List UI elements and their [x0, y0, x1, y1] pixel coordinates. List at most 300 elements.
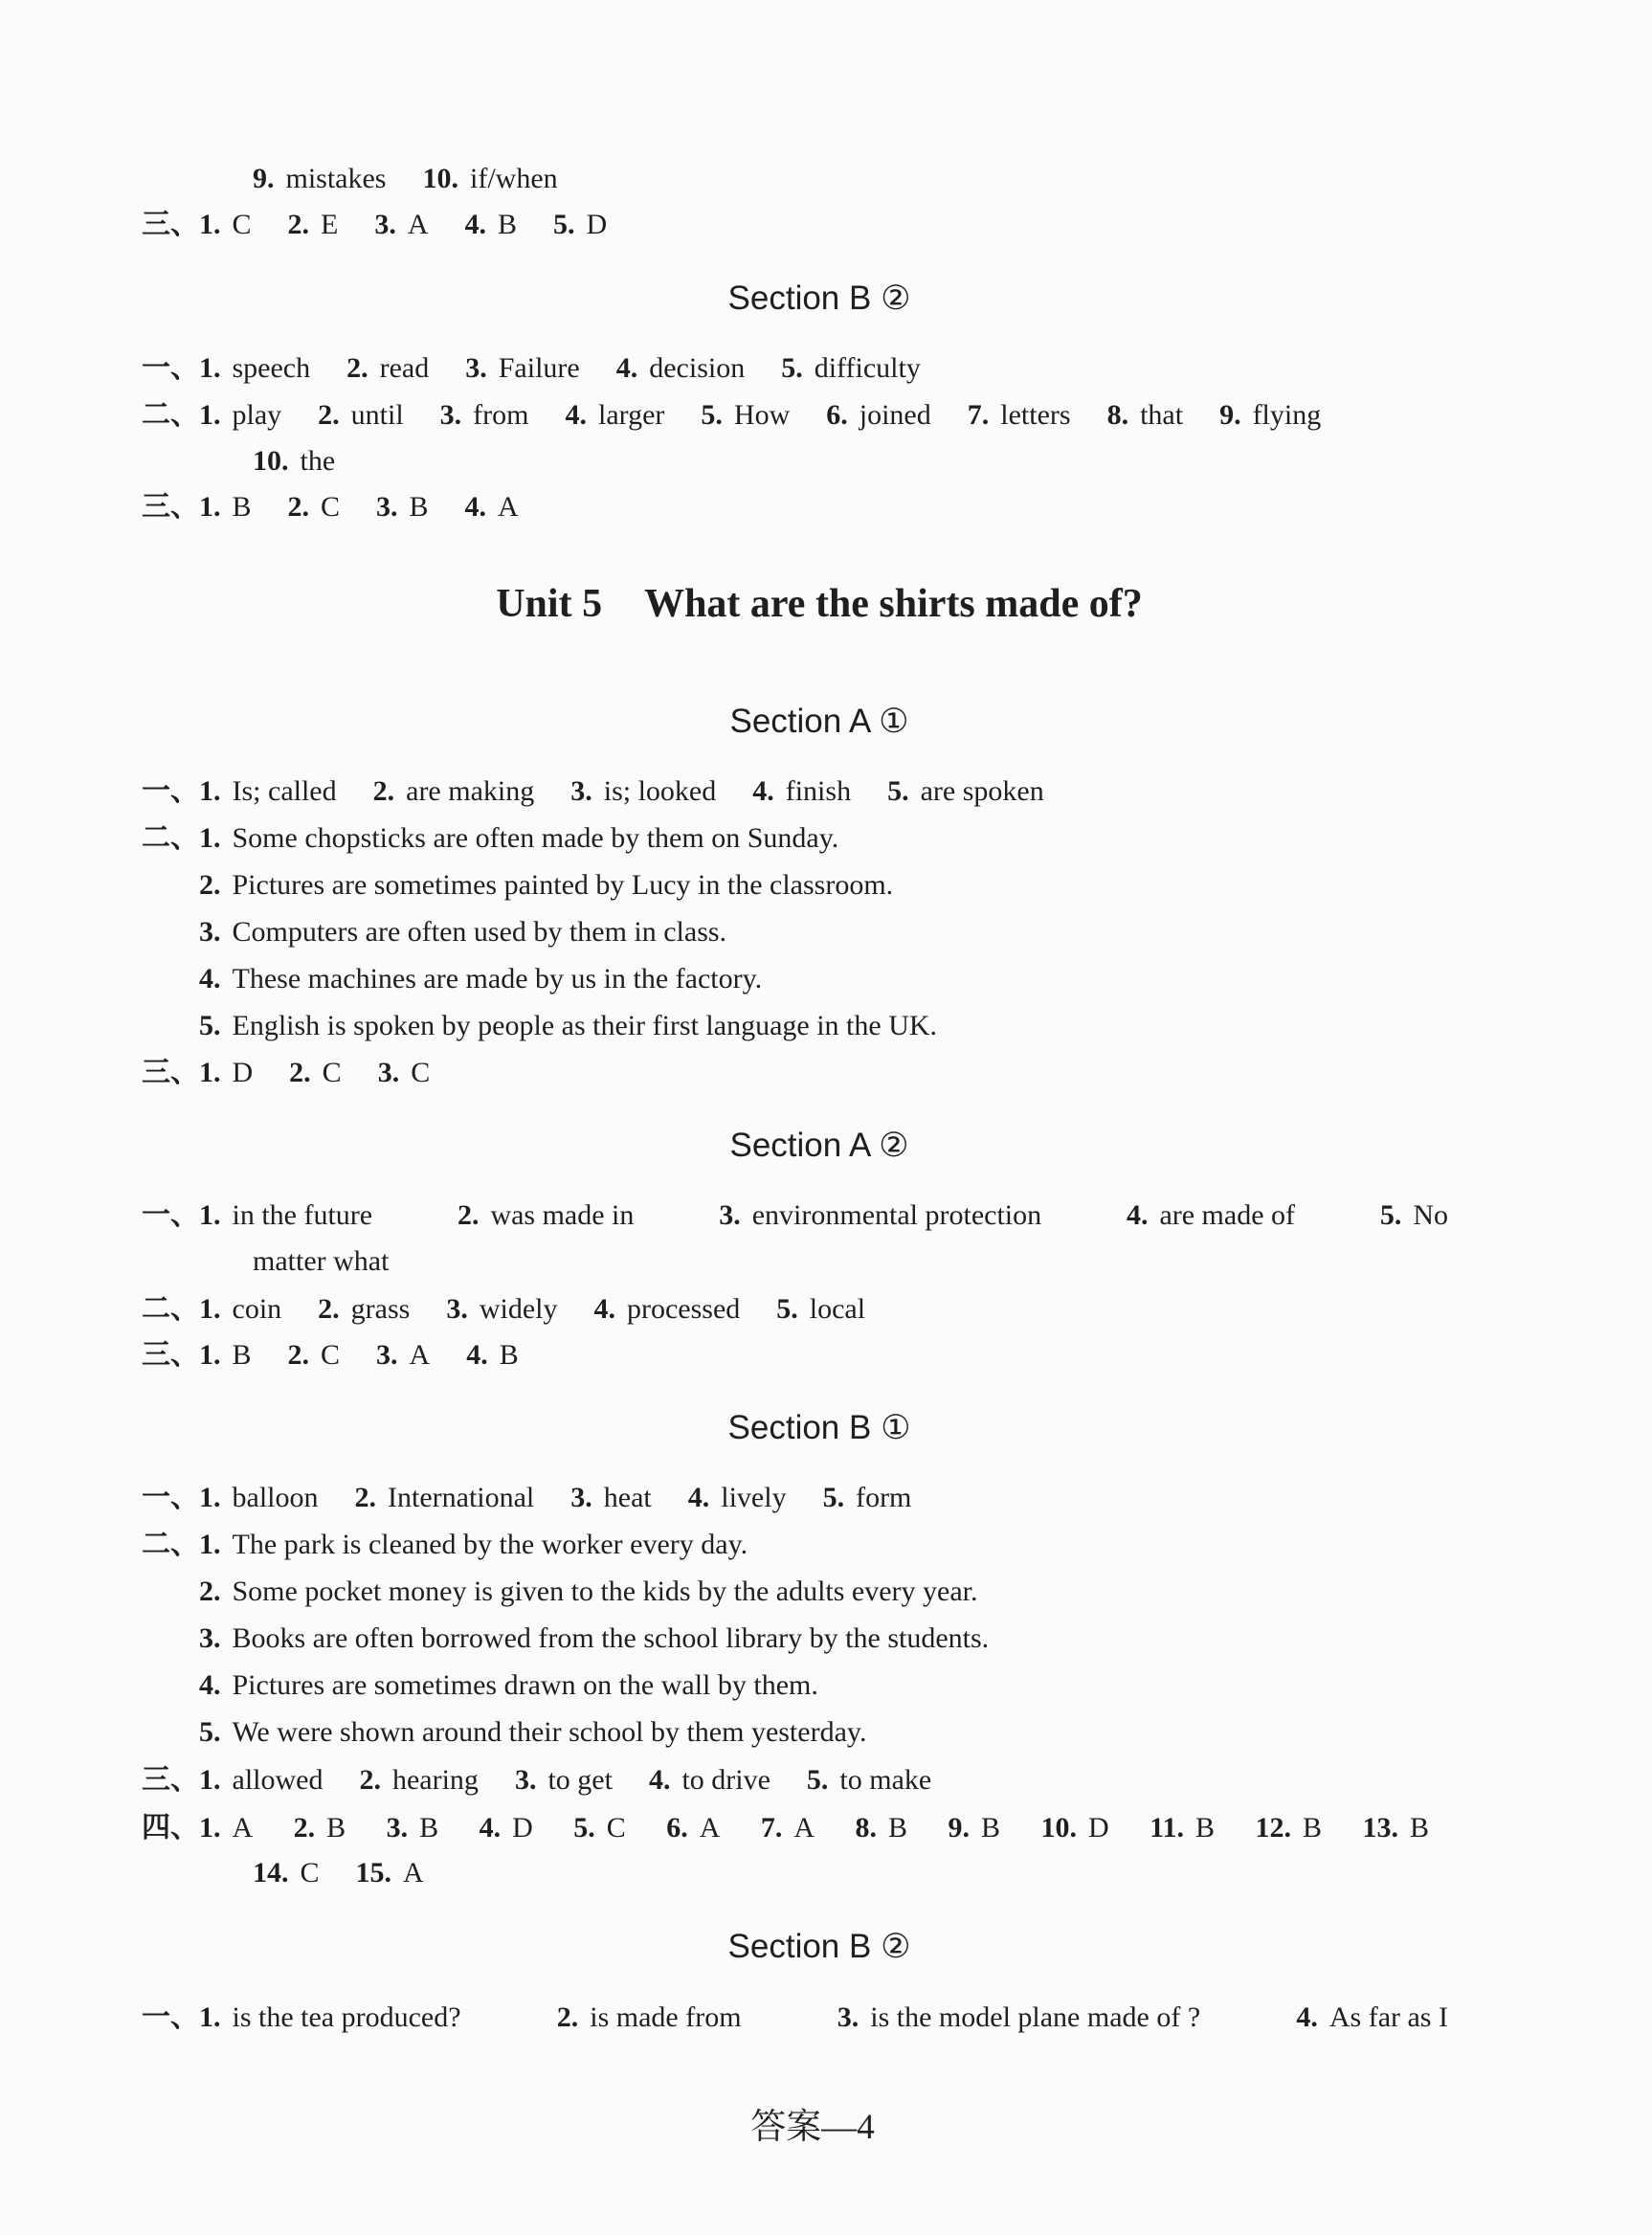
item-answer: hearing: [391, 1764, 479, 1796]
answer-sentence: [199, 1713, 866, 1752]
item-answer: D: [512, 1812, 533, 1844]
answer-item: [1296, 1999, 1448, 2037]
item-number: 5.: [553, 209, 575, 240]
answer-item: [458, 1196, 634, 1235]
answer-item: [949, 1809, 1001, 1847]
item-answer: play: [232, 399, 282, 431]
answer-item: [359, 1764, 478, 1796]
answer-item: [557, 1999, 742, 2037]
item-number: 4.: [199, 963, 221, 995]
item-number: 5.: [573, 1812, 595, 1844]
answer-item: [776, 1293, 865, 1325]
answer-item: [199, 1482, 319, 1513]
answer-item: [570, 1482, 651, 1513]
item-number: 1.: [199, 491, 221, 523]
item-answer: balloon: [232, 1482, 319, 1513]
item-number: 3.: [376, 1339, 398, 1371]
answer-item: [376, 491, 429, 523]
page-footer: 答案—4: [750, 2108, 875, 2147]
item-answer: C: [411, 1057, 431, 1088]
answer-item: [887, 775, 1044, 807]
item-answer: C: [321, 491, 341, 523]
item-number: 5.: [822, 1482, 845, 1513]
item-answer: C: [321, 1339, 341, 1371]
question-group-label: 二、: [142, 398, 199, 432]
item-number: 1.: [199, 399, 221, 431]
item-number: 3.: [377, 1057, 400, 1088]
item-answer: B: [499, 1339, 519, 1371]
item-answer: B: [981, 1812, 1001, 1844]
item-number: 2.: [199, 1576, 221, 1607]
answer-item: [199, 1764, 323, 1796]
answer-item: [480, 1809, 533, 1847]
item-number: 2.: [199, 869, 221, 901]
answer-item: [761, 1809, 815, 1847]
answer-item: [1219, 399, 1321, 431]
answer-line: [142, 349, 921, 388]
item-answer: Is; called: [232, 775, 337, 807]
item-number: 10.: [1040, 1812, 1077, 1844]
item-answer: decision: [649, 352, 746, 384]
item-answer: processed: [626, 1293, 741, 1325]
item-number: 3.: [719, 1199, 741, 1231]
answer-item: [1255, 1809, 1322, 1847]
answer-item: [253, 163, 387, 194]
item-answer: C: [322, 1057, 342, 1088]
answer-item: [593, 1293, 740, 1325]
item-answer: B: [498, 209, 518, 240]
answer-item: [1127, 1196, 1295, 1235]
answer-item: [616, 352, 745, 384]
item-answer: B: [232, 1339, 252, 1371]
item-answer: B: [1194, 1812, 1215, 1844]
item-number: 4.: [1126, 1199, 1149, 1231]
item-number: 3.: [199, 1622, 221, 1654]
answer-item: [446, 1293, 557, 1325]
item-answer: was made in: [490, 1199, 635, 1231]
answer-item: [752, 775, 851, 807]
item-answer: Computers are often used by them in class.: [232, 916, 727, 948]
answer-line: [142, 1336, 519, 1375]
item-answer: if/when: [470, 163, 558, 194]
answer-item: [253, 1857, 320, 1889]
item-answer: the: [300, 445, 336, 477]
item-answer: allowed: [232, 1764, 324, 1796]
item-number: 8.: [1106, 399, 1129, 431]
answer-item: [823, 1482, 912, 1513]
item-answer: coin: [232, 1293, 282, 1325]
item-number: 3.: [386, 1812, 409, 1844]
item-answer: difficulty: [814, 352, 921, 384]
question-group-label: 二、: [142, 1528, 199, 1561]
item-number: 1.: [199, 1293, 221, 1325]
item-number: 5.: [701, 399, 723, 431]
item-answer: Books are often borrowed from the school library by the students.: [232, 1622, 990, 1654]
item-answer: read: [379, 352, 430, 384]
item-answer: Failure: [498, 352, 580, 384]
item-answer: widely: [479, 1293, 558, 1325]
item-answer: from: [473, 399, 529, 431]
answer-item: [346, 352, 429, 384]
section-title: Section B ①: [727, 1409, 911, 1446]
answer-line: [253, 1854, 424, 1892]
item-number: 8.: [855, 1812, 878, 1844]
item-number: 1.: [199, 352, 221, 384]
item-number: 3.: [374, 209, 396, 240]
item-number: 2.: [354, 1482, 376, 1513]
answer-item: [199, 491, 252, 523]
item-answer: to drive: [681, 1764, 770, 1796]
section-title: Section A ②: [729, 1127, 909, 1164]
question-group-label: 二、: [142, 1292, 199, 1326]
answer-item: [199, 1196, 372, 1235]
item-number: 2.: [289, 1057, 311, 1088]
answer-item: [199, 1339, 252, 1371]
answer-sentence: [199, 913, 726, 951]
item-number: 4.: [464, 209, 487, 240]
item-number: 6.: [666, 1812, 688, 1844]
item-number: 9.: [948, 1812, 970, 1844]
answer-item: [573, 1809, 626, 1847]
answer-item: [318, 399, 404, 431]
item-number: 5.: [806, 1764, 829, 1796]
item-answer: A: [793, 1812, 815, 1844]
item-number: 1.: [199, 1482, 221, 1513]
answer-line: [142, 1054, 431, 1092]
item-answer: A: [409, 1339, 431, 1371]
item-answer: A: [232, 1812, 254, 1844]
item-number: 3.: [199, 916, 221, 948]
answer-item: [649, 1764, 770, 1796]
answer-line: [142, 1196, 1448, 1235]
item-number: 3.: [376, 491, 398, 523]
answer-sentence: [199, 1573, 978, 1611]
answer-item: [288, 1339, 341, 1371]
question-group-label: 三、: [142, 1763, 199, 1797]
answer-line: [142, 206, 608, 244]
item-number: 1.: [199, 1057, 221, 1088]
answer-line: [253, 160, 558, 198]
answer-item: [288, 491, 341, 523]
answer-line: [142, 488, 519, 526]
item-number: 4.: [466, 1339, 488, 1371]
answer-sentence: [199, 1007, 937, 1045]
item-number: 4.: [1296, 2001, 1318, 2033]
answer-item: [465, 491, 519, 523]
answer-item: [807, 1764, 931, 1796]
answer-item: [968, 399, 1071, 431]
item-number: 13.: [1362, 1812, 1398, 1844]
item-answer: Pictures are sometimes painted by Lucy in the classroom.: [232, 869, 894, 901]
answer-line: [142, 772, 1044, 811]
item-number: 15.: [355, 1857, 392, 1889]
answer-item: [856, 1809, 908, 1847]
answer-item: [253, 445, 335, 477]
question-group-label: 一、: [142, 351, 199, 385]
item-answer: is; looked: [603, 775, 717, 807]
item-number: 9.: [253, 163, 275, 194]
item-answer: are making: [406, 775, 535, 807]
question-group-label: 二、: [142, 821, 199, 855]
answer-line: [142, 1479, 912, 1517]
item-answer: joined: [859, 399, 931, 431]
item-answer: lively: [721, 1482, 787, 1513]
answer-item: [199, 775, 337, 807]
item-number: 1.: [199, 1764, 221, 1796]
item-number: 3.: [570, 775, 592, 807]
question-group-label: 三、: [142, 1338, 199, 1372]
answer-item: [666, 1809, 720, 1847]
answer-item: [199, 352, 310, 384]
question-group-label: 四、: [142, 1811, 199, 1844]
answer-item: [356, 1857, 424, 1889]
answer-item: [1040, 1809, 1108, 1847]
answer-line: [142, 1999, 1448, 2037]
item-answer: E: [321, 209, 339, 240]
item-answer: is the tea produced?: [232, 2001, 461, 2033]
item-number: 4.: [199, 1669, 221, 1701]
item-answer: D: [1087, 1812, 1109, 1844]
item-answer: We were shown around their school by them yesterday.: [232, 1716, 867, 1748]
item-answer: Some chopsticks are often made by them on Sunday.: [232, 822, 839, 854]
item-answer: No: [1413, 1199, 1448, 1231]
item-number: 9.: [1219, 399, 1241, 431]
answer-item: [1107, 399, 1184, 431]
item-answer: B: [1302, 1812, 1322, 1844]
item-answer: B: [326, 1812, 346, 1844]
answer-item: [553, 209, 607, 240]
answer-item: [318, 1293, 410, 1325]
answer-item: [378, 1057, 431, 1088]
item-answer: are spoken: [920, 775, 1044, 807]
answer-sentence: [199, 866, 893, 905]
answer-item: [376, 1339, 430, 1371]
item-number: 1.: [199, 1339, 221, 1371]
item-number: 5.: [1379, 1199, 1402, 1231]
answer-item: [837, 1999, 1200, 2037]
answer-item: [199, 399, 281, 431]
item-number: 4.: [615, 352, 638, 384]
item-answer: speech: [232, 352, 311, 384]
item-number: 2.: [318, 1293, 340, 1325]
item-number: 2.: [359, 1764, 381, 1796]
item-answer: until: [350, 399, 404, 431]
item-answer: letters: [1000, 399, 1071, 431]
answer-sentence: [199, 1620, 989, 1658]
item-number: 2.: [287, 1339, 310, 1371]
answer-sentence: [199, 819, 838, 858]
item-number: 4.: [648, 1764, 671, 1796]
section-title: Section B ②: [727, 1928, 911, 1965]
answer-item: [289, 1057, 342, 1088]
item-answer: As far as I: [1328, 2001, 1448, 2033]
item-answer: environmental protection: [751, 1199, 1042, 1231]
item-answer: How: [733, 399, 791, 431]
item-number: 5.: [776, 1293, 798, 1325]
answer-item: [719, 1196, 1041, 1235]
item-number: 1.: [199, 822, 221, 854]
item-number: 2.: [346, 352, 368, 384]
item-answer: Some pocket money is given to the kids by the adults every year.: [232, 1576, 978, 1607]
answer-sentence: [199, 960, 762, 998]
item-answer: grass: [350, 1293, 411, 1325]
answer-item: [387, 1809, 439, 1847]
question-group-label: 一、: [142, 2000, 199, 2034]
item-answer: to make: [839, 1764, 932, 1796]
question-group-label: 三、: [142, 1056, 199, 1089]
answer-item: [288, 209, 339, 240]
item-answer: B: [1409, 1812, 1429, 1844]
item-number: 4.: [479, 1812, 502, 1844]
item-number: 12.: [1255, 1812, 1291, 1844]
item-number: 1.: [199, 1529, 221, 1560]
answer-line: [142, 1809, 1429, 1847]
item-number: 1.: [199, 1199, 221, 1231]
item-number: 1.: [199, 775, 221, 807]
item-number: 3.: [570, 1482, 592, 1513]
item-answer: C: [300, 1857, 320, 1889]
answer-item: [566, 399, 665, 431]
item-number: 3.: [446, 1293, 468, 1325]
item-number: 10.: [253, 445, 289, 477]
answer-item: [1150, 1809, 1215, 1847]
item-number: 2.: [457, 1199, 480, 1231]
item-answer: B: [888, 1812, 908, 1844]
answer-item: [199, 1293, 281, 1325]
item-answer: A: [403, 1857, 424, 1889]
item-answer: C: [606, 1812, 626, 1844]
item-number: 3.: [439, 399, 462, 431]
item-number: 2.: [556, 2001, 579, 2033]
item-number: 7.: [760, 1812, 783, 1844]
unit-title: What are the shirts made of?: [644, 582, 1143, 626]
answer-sentence: [199, 1666, 818, 1705]
answer-item: [688, 1482, 787, 1513]
answer-sentence: [199, 1526, 748, 1564]
item-number: 4.: [593, 1293, 615, 1325]
question-group-label: 一、: [142, 1481, 199, 1514]
answer-item: [355, 1482, 535, 1513]
item-number: 3.: [837, 2001, 859, 2033]
item-answer: A: [699, 1812, 721, 1844]
section-title: Section A ①: [729, 703, 909, 740]
answer-item: [1380, 1196, 1448, 1235]
answer-item: [199, 1809, 253, 1847]
answer-item: [701, 399, 790, 431]
question-group-label: 三、: [142, 208, 199, 241]
item-number: 1.: [199, 2001, 221, 2033]
answer-item: [826, 399, 931, 431]
answer-line: [142, 1290, 866, 1329]
item-answer: form: [856, 1482, 912, 1513]
answer-item: [465, 352, 579, 384]
item-answer: The park is cleaned by the worker every day.: [232, 1529, 748, 1560]
item-answer: A: [498, 491, 519, 523]
item-number: 1.: [199, 1812, 221, 1844]
item-answer: International: [388, 1482, 535, 1513]
item-number: 2.: [293, 1812, 316, 1844]
item-number: 2.: [287, 491, 310, 523]
item-answer: English is spoken by people as their first language in the UK.: [232, 1010, 938, 1041]
answer-line-continued: matter what: [253, 1245, 390, 1277]
item-number: 10.: [422, 163, 458, 194]
item-answer: that: [1140, 399, 1184, 431]
item-number: 5.: [199, 1010, 221, 1041]
question-group-label: 一、: [142, 1198, 199, 1232]
answer-item: [440, 399, 529, 431]
answer-item: [570, 775, 716, 807]
question-group-label: 一、: [142, 774, 199, 808]
answer-item: [199, 1057, 253, 1088]
item-answer: finish: [785, 775, 852, 807]
item-number: 2.: [372, 775, 395, 807]
item-number: 2.: [318, 399, 340, 431]
item-answer: larger: [598, 399, 665, 431]
item-number: 3.: [465, 352, 487, 384]
answer-item: [781, 352, 921, 384]
item-answer: B: [409, 491, 429, 523]
section-title: Section B ②: [727, 279, 911, 317]
item-number: 2.: [287, 209, 310, 240]
item-answer: is the model plane made of ?: [870, 2001, 1201, 2033]
answer-item: [466, 1339, 519, 1371]
item-number: 5.: [781, 352, 803, 384]
item-answer: in the future: [232, 1199, 373, 1231]
question-group-label: 三、: [142, 490, 199, 524]
answer-item: [373, 775, 535, 807]
answer-item: [465, 209, 518, 240]
item-number: 11.: [1150, 1812, 1184, 1844]
answer-item: [1362, 1809, 1429, 1847]
item-number: 4.: [565, 399, 587, 431]
item-number: 4.: [464, 491, 487, 523]
item-answer: D: [232, 1057, 254, 1088]
item-answer: local: [809, 1293, 866, 1325]
item-answer: heat: [603, 1482, 652, 1513]
answer-item: [515, 1764, 613, 1796]
item-number: 7.: [967, 399, 990, 431]
item-answer: D: [586, 209, 608, 240]
item-answer: B: [419, 1812, 439, 1844]
unit-number: Unit 5: [496, 582, 603, 626]
item-answer: mistakes: [285, 163, 387, 194]
answer-line: [253, 442, 335, 481]
answer-item: [423, 163, 558, 194]
item-number: 6.: [826, 399, 848, 431]
answer-item: [199, 1999, 461, 2037]
item-answer: flying: [1252, 399, 1322, 431]
item-number: 1.: [199, 209, 221, 240]
answer-line: [142, 396, 1322, 435]
answer-item: [374, 209, 428, 240]
answer-line: [142, 1761, 932, 1799]
item-answer: C: [232, 209, 252, 240]
item-answer: A: [407, 209, 429, 240]
item-number: 5.: [199, 1716, 221, 1748]
answer-item: [199, 209, 252, 240]
item-answer: are made of: [1159, 1199, 1296, 1231]
item-answer: These machines are made by us in the factory.: [232, 963, 763, 995]
item-number: 14.: [253, 1857, 289, 1889]
item-answer: to get: [547, 1764, 613, 1796]
item-answer: is made from: [590, 2001, 742, 2033]
item-answer: B: [232, 491, 252, 523]
item-number: 3.: [514, 1764, 537, 1796]
unit-heading: [0, 579, 1645, 629]
item-number: 4.: [752, 775, 774, 807]
item-answer: Pictures are sometimes drawn on the wall by them.: [232, 1669, 818, 1701]
item-number: 5.: [887, 775, 909, 807]
